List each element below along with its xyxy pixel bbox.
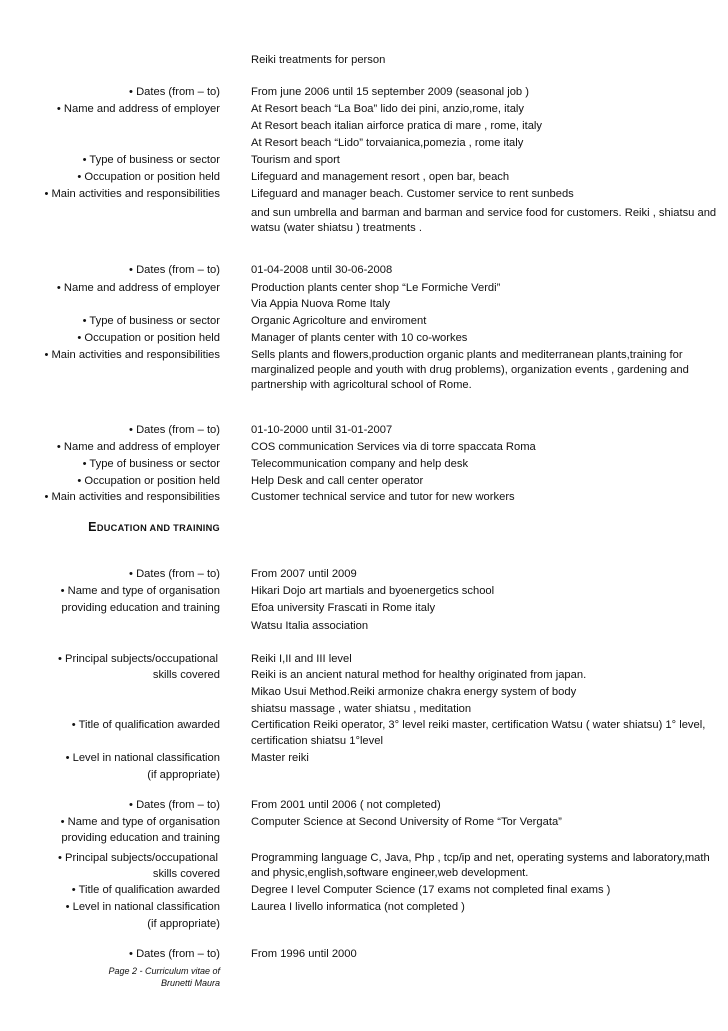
education-heading-initial: E (88, 520, 97, 534)
job-1-employer-line: At Resort beach “Lido” torvaianica,pomezia , rome italy (251, 137, 524, 149)
edu-1-org-label: providing education and training (61, 602, 220, 614)
job-1-business-label: • Type of business or sector (82, 154, 220, 166)
job-1-dates-label: • Dates (from – to) (129, 86, 220, 98)
edu-2-level-label: • Level in national classification (65, 901, 220, 913)
edu-2-subjects-label: skills covered (152, 868, 220, 880)
edu-2-org-label: • Name and type of organisation (60, 816, 220, 828)
job-2-activities-label: • Main activities and responsibilities (44, 349, 220, 361)
job-1-activities-line: and sun umbrella and barman and barman and service food for customers. Reiki , shiatsu and (251, 207, 717, 219)
edu-3-dates-label: • Dates (from – to) (129, 948, 220, 960)
edu-1-org-label: • Name and type of organisation (60, 585, 220, 597)
edu-3-dates: From 1996 until 2000 (251, 948, 357, 960)
edu-1-level: Master reiki (251, 752, 309, 764)
edu-1-subjects-label: skills covered (152, 669, 220, 681)
job-2-dates: 01-04-2008 until 30-06-2008 (251, 264, 393, 276)
edu-1-title-label: • Title of qualification awarded (71, 719, 220, 731)
edu-1-level-label: (if appropriate) (147, 769, 220, 781)
edu-1-dates-label: • Dates (from – to) (129, 568, 220, 580)
edu-2-dates-label: • Dates (from – to) (129, 799, 220, 811)
edu-2-level: Laurea I livello informatica (not completed ) (251, 901, 465, 913)
education-heading-rest: DUCATION AND TRAINING (96, 523, 220, 533)
edu-1-org-line: Efoa university Frascati in Rome italy (251, 602, 436, 614)
edu-2-title-label: • Title of qualification awarded (71, 884, 220, 896)
job-1-occupation: Lifeguard and management resort , open bar, beach (251, 171, 510, 183)
job-3-activities-label: • Main activities and responsibilities (44, 491, 220, 503)
job-3-dates: 01-10-2000 until 31-01-2007 (251, 424, 393, 436)
footer-page-info: Page 2 - Curriculum vitae of (108, 966, 220, 976)
edu-2-title-line: Degree I level Computer Science (17 exams not completed final exams ) (251, 884, 611, 896)
job-1-activities-line: watsu (water shiatsu ) treatments . (251, 222, 422, 234)
edu-1-org-line: Hikari Dojo art martials and byoenergetics school (251, 585, 495, 597)
job-1-business: Tourism and sport (251, 154, 340, 166)
job-3-business: Telecommunication company and help desk (251, 458, 469, 470)
job-3-occupation: Help Desk and call center operator (251, 475, 424, 487)
job-1-employer-line: At Resort beach italian airforce pratica di mare , rome, italy (251, 120, 542, 132)
job-2-occupation-label: • Occupation or position held (77, 332, 220, 344)
job-1-activities-label: • Main activities and responsibilities (44, 188, 220, 200)
edu-1-org-line: Watsu Italia association (251, 620, 369, 632)
edu-2-org-label: providing education and training (61, 832, 220, 844)
edu-1-subjects-line: shiatsu massage , water shiatsu , meditation (251, 703, 472, 715)
edu-1-subjects-line: Reiki I,II and III level (251, 653, 352, 665)
job-3-activities-line: Customer technical service and tutor for new workers (251, 491, 515, 503)
job-1-dates: From june 2006 until 15 september 2009 (seasonal job ) (251, 86, 529, 98)
education-section-heading (88, 520, 220, 534)
job-3-employer-line: COS communication Services via di torre spaccata Roma (251, 441, 536, 453)
job-2-occupation: Manager of plants center with 10 co-workes (251, 332, 468, 344)
job-1-title-line: Reiki treatments for person (251, 54, 386, 66)
edu-2-subjects-line: Programming language C, Java, Php , tcp/ip and net, operating systems and laboratory,math (251, 852, 710, 864)
job-3-business-label: • Type of business or sector (82, 458, 220, 470)
edu-2-subjects-line: and physic,english,software engineer,web development. (251, 867, 529, 879)
job-3-employer-label: • Name and address of employer (56, 441, 220, 453)
job-2-employer-label: • Name and address of employer (56, 282, 220, 294)
edu-2-level-label: (if appropriate) (147, 918, 220, 930)
job-3-dates-label: • Dates (from – to) (129, 424, 220, 436)
job-2-activities-line: Sells plants and flowers,production organic plants and mediterranean plants,training for (251, 349, 683, 361)
edu-1-level-label: • Level in national classification (65, 752, 220, 764)
edu-2-dates: From 2001 until 2006 ( not completed) (251, 799, 441, 811)
job-1-activities-line: Lifeguard and manager beach. Customer service to rent sunbeds (251, 188, 574, 200)
job-2-activities-line: partnership with agricoltural school of Rome. (251, 379, 472, 391)
edu-1-dates: From 2007 until 2009 (251, 568, 357, 580)
edu-2-subjects-label: • Principal subjects/occupational (57, 852, 218, 864)
edu-2-org-line: Computer Science at Second University of Rome “Tor Vergata” (251, 816, 562, 828)
job-2-dates-label: • Dates (from – to) (129, 264, 220, 276)
job-2-employer-line: Production plants center shop “Le Formiche Verdi” (251, 282, 501, 294)
job-2-business: Organic Agricolture and enviroment (251, 315, 427, 327)
job-2-employer-line: Via Appia Nuova Rome Italy (251, 298, 391, 310)
job-1-occupation-label: • Occupation or position held (77, 171, 220, 183)
job-3-occupation-label: • Occupation or position held (77, 475, 220, 487)
job-1-employer-line: At Resort beach “La Boa” lido dei pini, anzio,rome, italy (251, 103, 524, 115)
job-2-activities-line: marginalized people and youth with drug problems), organization events , gardening and (251, 364, 689, 376)
job-2-business-label: • Type of business or sector (82, 315, 220, 327)
edu-1-title-line: certification shiatsu 1°level (251, 735, 383, 747)
job-1-employer-label: • Name and address of employer (56, 103, 220, 115)
edu-1-subjects-line: Mikao Usui Method.Reiki armonize chakra energy system of body (251, 686, 577, 698)
edu-1-title-line: Certification Reiki operator, 3° level reiki master, certification Watsu ( water shiatsu) 1° level, (251, 719, 706, 731)
edu-1-subjects-line: Reiki is an ancient natural method for healthy originated from japan. (251, 669, 587, 681)
footer-author-name: Brunetti Maura (160, 978, 220, 988)
edu-1-subjects-label: • Principal subjects/occupational (57, 653, 218, 665)
